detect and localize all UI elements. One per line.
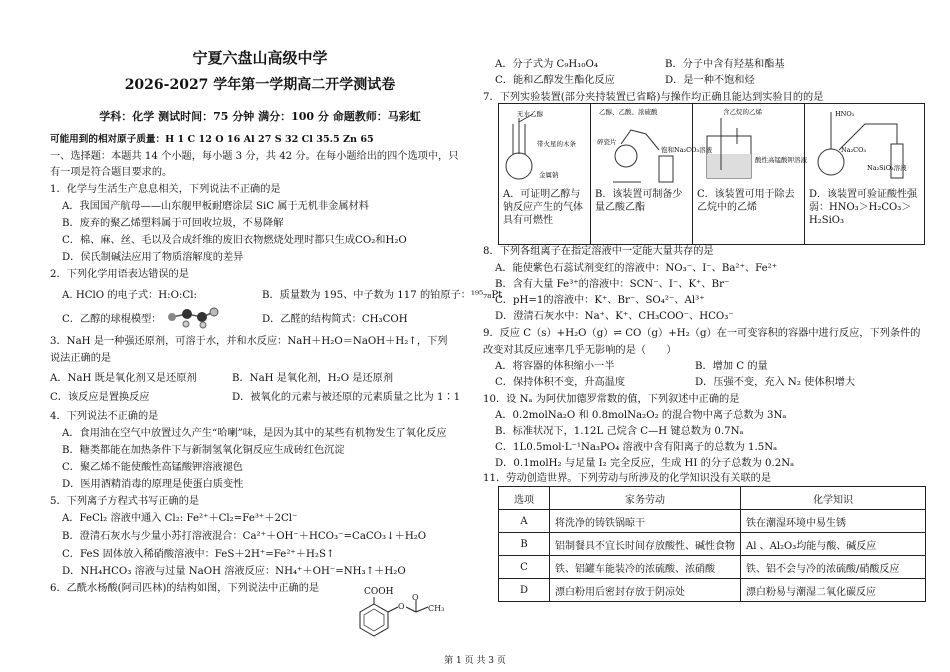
table-cell: 漂白粉用后密封存放于阴凉处 (550, 579, 741, 602)
q4-option-c: C．聚乙烯不能使酸性高锰酸钾溶液褪色 (62, 462, 243, 473)
svg-text:O: O (412, 593, 419, 602)
aspirin-structure-figure (346, 593, 456, 646)
q7-stem: 7．下列实验装置(部分夹持装置已省略)与操作均正确且能达到实验目的的是 (483, 92, 824, 103)
q7-cell-b (591, 104, 713, 244)
q7-option-b: B．该装置可制备少量乙酸乙酯 (595, 189, 683, 213)
q5-option-d: D．NH₄HCO₃ 溶液与过量 NaOH 溶液反应：NH₄⁺＋OH⁻=NH₃↑＋H₂O (62, 566, 406, 577)
table-cell: A (499, 510, 550, 533)
q1-option-b: B．废弃的聚乙烯塑料属于可回收垃圾，不易降解 (62, 218, 284, 229)
q7-apparatus-table (498, 103, 925, 245)
table-cell: 铁、铝不会与冷的浓硫酸/硝酸反应 (741, 556, 926, 579)
q8-option-d: D．澄清石灰水中：Na⁺、K⁺、CH₃COO⁻、HCO₃⁻ (495, 311, 734, 322)
table-row (499, 556, 926, 579)
svg-text:无水乙醇: 无水乙醇 (517, 110, 543, 118)
svg-text:Na₂CO₃: Na₂CO₃ (841, 146, 867, 154)
table-cell: 铝制餐具不宜长时间存放酸性、碱性食物 (550, 533, 741, 556)
table-cell: 将洗净的铸铁锅晾干 (550, 510, 741, 533)
section-intro-2: 有一项是符合题目要求的。 (50, 167, 173, 178)
table-header-cell: 化学知识 (741, 487, 926, 510)
svg-text:含乙烷的乙烯: 含乙烷的乙烯 (723, 108, 762, 116)
q9-option-b: B．增加 C 的量 (695, 361, 768, 372)
q6-stem: 6．乙酰水杨酸(阿司匹林)的结构如图，下列说法中正确的是 (50, 583, 320, 594)
q7-cell-c (693, 104, 805, 244)
q5-stem: 5．下列离子方程式书写正确的是 (50, 496, 200, 507)
q9-stem: 9．反应 C（s）+H₂O（g）⇌ CO（g）+H₂（g）在一可变容积的容器中进行反应，下列条件的 (483, 328, 921, 339)
q10-option-b: B．标准状况下，1.12L 己烷含 C—H 键总数为 0.7Nₐ (495, 426, 744, 437)
q7-cell-d (805, 104, 924, 244)
q10-option-a: A．0.2molNa₂O 和 0.8molNa₂O₂ 的混合物中离子总数为 3Nₐ (495, 410, 787, 421)
q9-option-d: D．压强不变，充入 N₂ 使体积增大 (695, 377, 856, 388)
q4-stem: 4．下列说法不正确的是 (50, 411, 159, 422)
q6-option-b: B．分子中含有羟基和酯基 (665, 59, 785, 70)
q9-option-c: C．保持体积不变，升高温度 (495, 377, 626, 388)
table-cell: 铁、铝罐车能装冷的浓硫酸、浓硝酸 (550, 556, 741, 579)
q1-stem: 1．化学与生活生产息息相关，下列说法不正确的是 (50, 184, 281, 195)
table-cell: 漂白粉易与潮湿二氧化碳反应 (741, 579, 926, 602)
q1-option-a: A．我国国产航母——山东舰甲板耐磨涂层 SiC 属于无机非金属材料 (62, 201, 369, 212)
table-cell: 铁在潮湿环境中易生锈 (741, 510, 926, 533)
apparatus-d-figure (805, 104, 924, 188)
q6-option-a: A．分子式为 C₉H₁₀O₄ (495, 59, 598, 70)
q9-stem-2: 改变对其反应速率几乎无影响的是（ ） (483, 345, 677, 356)
svg-text:Na₂SiO₃溶液: Na₂SiO₃溶液 (867, 164, 907, 172)
q7-cell-a (499, 104, 591, 244)
q4-option-b: B．糖类都能在加热条件下与新制氢氧化铜反应生成砖红色沉淀 (62, 445, 345, 456)
q2-option-c: C．乙醇的球棍模型： (62, 314, 162, 325)
table-cell: C (499, 556, 550, 579)
svg-text:CH₃: CH₃ (428, 604, 445, 613)
table-header-cell: 选项 (499, 487, 550, 510)
svg-text:碎瓷片: 碎瓷片 (597, 138, 617, 146)
q3-option-d: D．被氧化的元素与被还原的元素质量之比为 1∶1 (232, 392, 461, 403)
q7-option-d: D．该装置可验证酸性强弱：HNO₃＞H₂CO₃＞H₂SiO₃ (809, 189, 918, 226)
q10-option-d: D．0.1molH₂ 与足量 I₂ 完全反应，生成 HI 的分子总数为 0.2Nₐ (495, 458, 795, 469)
q11-stem: 11．劳动创造世界。下列劳动与所涉及的化学知识没有关联的是 (483, 473, 772, 484)
apparatus-a-figure (499, 104, 591, 188)
q8-option-a: A．能使紫色石蕊试剂变红的溶液中：NO₃⁻、I⁻、Ba²⁺、Fe²⁺ (495, 263, 778, 274)
q3-stem-2: 说法正确的是 (50, 353, 112, 364)
svg-text:乙醇、乙酸、浓硫酸: 乙醇、乙酸、浓硫酸 (599, 108, 658, 116)
q7-option-a: A．可证明乙醇与钠反应产生的气体具有可燃性 (503, 189, 583, 226)
q5-option-a: A．FeCl₂ 溶液中通入 Cl₂: Fe²⁺＋Cl₂=Fe³⁺＋2Cl⁻ (62, 513, 298, 524)
q2-stem: 2．下列化学用语表达错误的是 (50, 269, 189, 280)
q2-option-d: D．乙醛的结构简式：CH₃COH (262, 314, 408, 325)
table-cell: B (499, 533, 550, 556)
q5-option-b: B．澄清石灰水与少量小苏打溶液混合：Ca²⁺＋OH⁻＋HCO₃⁻=CaCO₃↓＋H₂O (62, 531, 427, 542)
table-row (499, 510, 926, 533)
q5-option-c: C．FeS 固体放入稀硝酸溶液中：FeS＋2H⁺=Fe²⁺＋H₂S↑ (62, 549, 335, 560)
q3-option-b: B．NaH 是氧化剂，H₂O 是还原剂 (232, 373, 394, 384)
q7-option-c: C．该装置可用于除去乙烷中的乙烯 (697, 189, 795, 213)
svg-text:HNO₃: HNO₃ (835, 110, 855, 118)
q10-stem: 10．设 Nₐ 为阿伏加德罗常数的值，下列叙述中正确的是 (483, 394, 740, 405)
exam-meta: 学科：化学 测试时间：75 分钟 满分：100 分 命题教师：马彩虹 (99, 110, 421, 123)
q8-stem: 8．下列各组离子在指定溶液中一定能大量共存的是 (483, 246, 714, 257)
section-intro: 一、选择题：本题共 14 个小题，每小题 3 分，共 42 分。在每小题给出的四个选项中，只 (50, 151, 459, 162)
svg-text:酸性高锰酸钾溶液: 酸性高锰酸钾溶液 (755, 156, 807, 164)
svg-text:金属钠: 金属钠 (539, 171, 559, 179)
q8-option-b: B．含有大量 Fe³⁺的溶液中：SCN⁻、I⁻、K⁺、Br⁻ (495, 279, 730, 290)
table-header-row (499, 487, 926, 510)
q3-option-c: C．该反应是置换反应 (50, 392, 150, 403)
q3-stem: 3．NaH 是一种强还原剂，可溶于水，并和水反应：NaH＋H₂O＝NaOH＋H₂↑，下列 (50, 336, 448, 347)
q6-struct-label: COOH (364, 587, 394, 597)
q8-option-c: C．pH=1的溶液中：K⁺、Br⁻、SO₄²⁻、Al³⁺ (495, 295, 705, 306)
apparatus-c-figure (693, 104, 805, 188)
table-cell: D (499, 579, 550, 602)
q4-option-a: A．食用油在空气中放置过久产生“哈喇”味，是因为其中的某些有机物发生了氧化反应 (62, 428, 447, 439)
table-row (499, 533, 926, 556)
q2-option-b: B．质量数为 195、中子数为 117 的铂原子：¹⁹⁵₇₈Pt (262, 290, 503, 301)
q10-option-c: C．1L0.5mol·L⁻¹Na₃PO₄ 溶液中含有阳离子的总数为 1.5Nₐ (495, 442, 778, 453)
atomic-mass: 可能用到的相对原子质量：H 1 C 12 O 16 Al 27 S 32 Cl 35.5 Zn 65 (50, 134, 374, 145)
q3-option-a: A．NaH 既是氧化剂又是还原剂 (50, 373, 197, 384)
q2-option-a: A. HClO 的电子式：H:O:Cl: (62, 290, 197, 301)
svg-text:带火星的木条: 带火星的木条 (537, 140, 576, 148)
exam-title: 2026-2027 学年第一学期高二开学测试卷 (124, 77, 396, 93)
q9-option-a: A．将容器的体积缩小一半 (495, 361, 615, 372)
page-footer: 第 1 页 共 3 页 (444, 656, 506, 666)
q1-option-c: C．棉、麻、丝、毛以及合成纤维的废旧衣物燃烧处理时都只生成CO₂和H₂O (62, 235, 407, 246)
apparatus-b-figure (591, 104, 713, 188)
school-name: 宁夏六盘山高级中学 (192, 49, 328, 67)
q6-option-d: D．是一种不饱和烃 (665, 75, 755, 86)
svg-text:饱和Na₂CO₃溶液: 饱和Na₂CO₃溶液 (661, 146, 713, 154)
q11-table (498, 486, 926, 602)
ball-stick-model-figure (162, 304, 222, 330)
q6-option-c: C．能和乙醇发生酯化反应 (495, 75, 615, 86)
table-header-cell: 家务劳动 (550, 487, 741, 510)
q4-option-d: D．医用酒精消毒的原理是使蛋白质变性 (62, 479, 244, 490)
svg-text:O: O (398, 602, 405, 611)
table-cell: Al 、Al₂O₃均能与酸、碱反应 (741, 533, 926, 556)
q1-option-d: D．侯氏制碱法应用了物质溶解度的差异 (62, 252, 244, 263)
table-row (499, 579, 926, 602)
